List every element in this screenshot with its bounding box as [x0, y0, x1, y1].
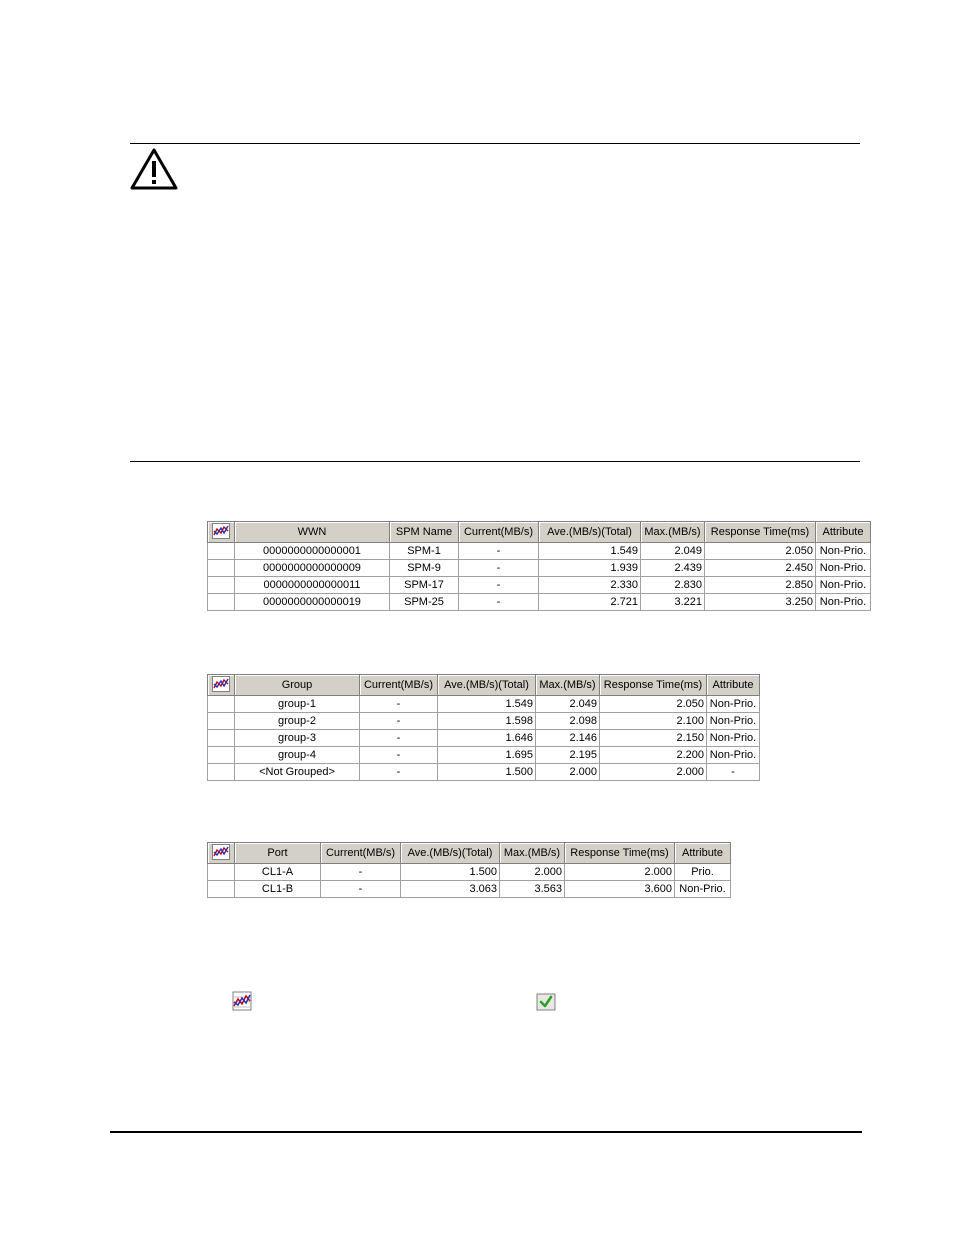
- table-cell: 2.049: [641, 543, 705, 560]
- table-cell: -: [360, 747, 438, 764]
- table-cell: Prio.: [675, 864, 731, 881]
- column-header[interactable]: Current(MB/s): [459, 522, 539, 543]
- table-cell: <Not Grouped>: [235, 764, 360, 781]
- table-cell: 2.000: [600, 764, 707, 781]
- table-cell: 1.549: [438, 696, 536, 713]
- column-header[interactable]: Port: [235, 843, 321, 864]
- table-row[interactable]: [208, 543, 871, 560]
- table-cell: SPM-9: [390, 560, 459, 577]
- table-cell: 2.450: [705, 560, 816, 577]
- table-row[interactable]: [208, 730, 760, 747]
- table-cell: -: [459, 560, 539, 577]
- table-cell: Non-Prio.: [816, 594, 871, 611]
- table-row[interactable]: [208, 713, 760, 730]
- footer-rule: [110, 1131, 862, 1133]
- row-select-cell[interactable]: [208, 696, 235, 713]
- checkmark-icon: [536, 993, 556, 1011]
- graph-column-icon[interactable]: [208, 843, 235, 864]
- table-cell: -: [459, 594, 539, 611]
- column-header[interactable]: Current(MB/s): [321, 843, 401, 864]
- table-cell: -: [360, 696, 438, 713]
- table-row[interactable]: [208, 577, 871, 594]
- column-header[interactable]: SPM Name: [390, 522, 459, 543]
- column-header[interactable]: Current(MB/s): [360, 675, 438, 696]
- table-cell: Non-Prio.: [816, 543, 871, 560]
- table-cell: -: [459, 577, 539, 594]
- table-cell: 2.146: [536, 730, 600, 747]
- table-cell: 2.830: [641, 577, 705, 594]
- table-cell: -: [707, 764, 760, 781]
- table-cell: 2.330: [539, 577, 641, 594]
- column-header[interactable]: Max.(MB/s): [641, 522, 705, 543]
- column-header[interactable]: Group: [235, 675, 360, 696]
- table-cell: 3.563: [500, 881, 565, 898]
- table-cell: group-2: [235, 713, 360, 730]
- graph-icon: [232, 991, 252, 1011]
- table-cell: CL1-A: [235, 864, 321, 881]
- column-header[interactable]: Max.(MB/s): [536, 675, 600, 696]
- table-cell: 1.500: [438, 764, 536, 781]
- table-cell: -: [459, 543, 539, 560]
- table-cell: 2.150: [600, 730, 707, 747]
- table-cell: 0000000000000019: [235, 594, 390, 611]
- column-header[interactable]: WWN: [235, 522, 390, 543]
- table-row[interactable]: [208, 594, 871, 611]
- table-cell: Non-Prio.: [707, 730, 760, 747]
- table-cell: Non-Prio.: [816, 560, 871, 577]
- table-cell: 1.646: [438, 730, 536, 747]
- table-cell: SPM-17: [390, 577, 459, 594]
- group-table-body: [208, 696, 760, 781]
- table-cell: Non-Prio.: [816, 577, 871, 594]
- table-cell: 0000000000000001: [235, 543, 390, 560]
- table-cell: -: [321, 881, 401, 898]
- table-cell: 3.250: [705, 594, 816, 611]
- group-table: [207, 674, 760, 781]
- top-rule: [130, 143, 860, 144]
- column-header[interactable]: Ave.(MB/s)(Total): [401, 843, 500, 864]
- table-cell: Non-Prio.: [707, 747, 760, 764]
- table-cell: 3.600: [565, 881, 675, 898]
- column-header[interactable]: Attribute: [816, 522, 871, 543]
- row-select-cell[interactable]: [208, 713, 235, 730]
- graph-column-icon[interactable]: [208, 522, 235, 543]
- table-cell: 1.695: [438, 747, 536, 764]
- column-header[interactable]: Ave.(MB/s)(Total): [539, 522, 641, 543]
- column-header[interactable]: Response Time(ms): [600, 675, 707, 696]
- table-cell: 2.100: [600, 713, 707, 730]
- table-cell: 0000000000000009: [235, 560, 390, 577]
- table-cell: group-1: [235, 696, 360, 713]
- port-table-body: [208, 864, 731, 898]
- table-row[interactable]: [208, 696, 760, 713]
- table-cell: 2.000: [565, 864, 675, 881]
- table-cell: 2.050: [705, 543, 816, 560]
- table-row[interactable]: [208, 881, 731, 898]
- table-cell: 2.439: [641, 560, 705, 577]
- table-cell: 2.098: [536, 713, 600, 730]
- table-cell: Non-Prio.: [675, 881, 731, 898]
- column-header[interactable]: Attribute: [707, 675, 760, 696]
- table-cell: 1.598: [438, 713, 536, 730]
- port-table: [207, 842, 731, 898]
- table-cell: SPM-25: [390, 594, 459, 611]
- column-header[interactable]: Attribute: [675, 843, 731, 864]
- row-select-cell[interactable]: [208, 560, 235, 577]
- table-cell: CL1-B: [235, 881, 321, 898]
- wwn-table: [207, 521, 871, 611]
- table-cell: Non-Prio.: [707, 696, 760, 713]
- column-header[interactable]: Ave.(MB/s)(Total): [438, 675, 536, 696]
- table-cell: 2.200: [600, 747, 707, 764]
- row-select-cell[interactable]: [208, 864, 235, 881]
- row-select-cell[interactable]: [208, 881, 235, 898]
- group-table-header: [208, 675, 760, 696]
- table-cell: group-3: [235, 730, 360, 747]
- table-cell: -: [360, 713, 438, 730]
- graph-column-icon[interactable]: [208, 675, 235, 696]
- column-header[interactable]: Response Time(ms): [565, 843, 675, 864]
- table-cell: 1.939: [539, 560, 641, 577]
- table-cell: -: [321, 864, 401, 881]
- wwn-table-header: [208, 522, 871, 543]
- table-row[interactable]: [208, 560, 871, 577]
- table-cell: 3.221: [641, 594, 705, 611]
- wwn-table-body: [208, 543, 871, 611]
- table-cell: -: [360, 764, 438, 781]
- row-select-cell[interactable]: [208, 594, 235, 611]
- warning-triangle-icon: [130, 146, 182, 192]
- table-cell: 2.000: [536, 764, 600, 781]
- bottom-rule: [130, 461, 860, 462]
- table-cell: 2.721: [539, 594, 641, 611]
- port-table-header: [208, 843, 731, 864]
- table-row[interactable]: [208, 747, 760, 764]
- table-cell: 2.195: [536, 747, 600, 764]
- table-cell: 2.049: [536, 696, 600, 713]
- table-cell: 2.850: [705, 577, 816, 594]
- row-select-cell[interactable]: [208, 577, 235, 594]
- table-row[interactable]: [208, 864, 731, 881]
- table-cell: 3.063: [401, 881, 500, 898]
- table-cell: 0000000000000011: [235, 577, 390, 594]
- table-cell: -: [360, 730, 438, 747]
- table-cell: 2.000: [500, 864, 565, 881]
- table-cell: 1.500: [401, 864, 500, 881]
- row-select-cell[interactable]: [208, 543, 235, 560]
- table-cell: 1.549: [539, 543, 641, 560]
- table-cell: Non-Prio.: [707, 713, 760, 730]
- row-select-cell[interactable]: [208, 764, 235, 781]
- table-row[interactable]: [208, 764, 760, 781]
- table-cell: group-4: [235, 747, 360, 764]
- column-header[interactable]: Max.(MB/s): [500, 843, 565, 864]
- row-select-cell[interactable]: [208, 747, 235, 764]
- table-cell: 2.050: [600, 696, 707, 713]
- row-select-cell[interactable]: [208, 730, 235, 747]
- table-cell: SPM-1: [390, 543, 459, 560]
- column-header[interactable]: Response Time(ms): [705, 522, 816, 543]
